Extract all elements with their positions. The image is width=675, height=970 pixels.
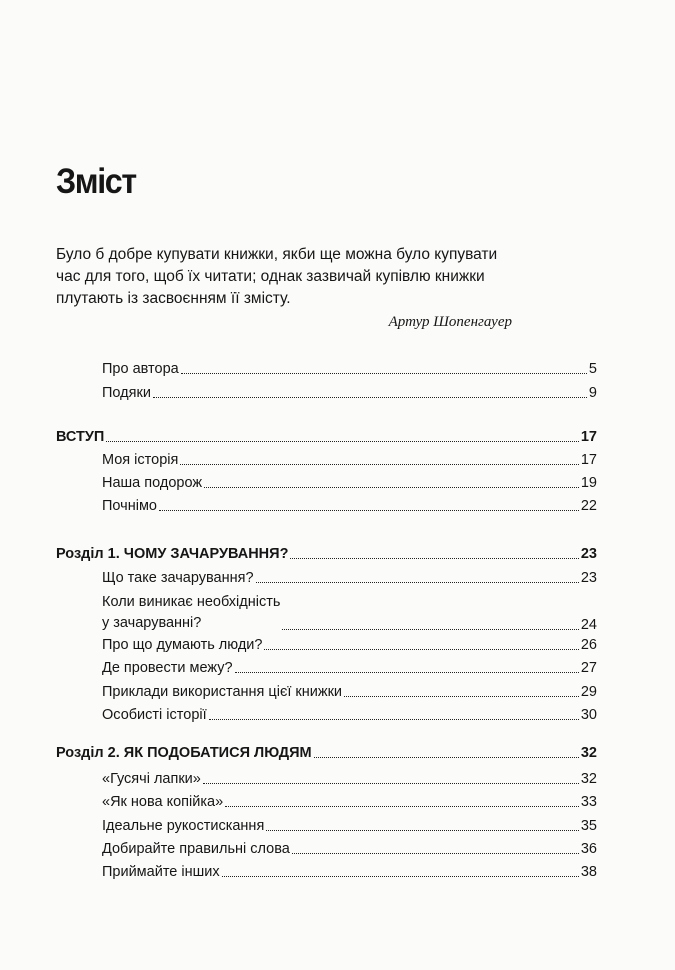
toc-entry-label-line: у зачаруванні? [102, 615, 202, 631]
toc-entry-label: «Гусячі лапки» [102, 771, 201, 787]
dot-leader [225, 806, 579, 807]
toc-entry[interactable] [102, 793, 597, 811]
toc-entry-label: Почнімо [102, 498, 157, 514]
toc-section-page: 23 [580, 546, 597, 562]
toc-entry[interactable] [102, 384, 597, 402]
epigraph-line: Було б добре купувати книжки, якби ще можна було купувати [56, 246, 498, 263]
dot-leader [282, 629, 578, 630]
dot-leader [203, 783, 579, 784]
toc-entry[interactable] [102, 360, 597, 378]
dot-leader [235, 672, 579, 673]
dot-leader [180, 464, 579, 465]
toc-section-label: Розділ 1. ЧОМУ ЗАЧАРУВАННЯ? [56, 546, 289, 562]
toc-entry-label: Приклади використання цієї книжки [102, 684, 343, 700]
dot-leader [256, 582, 579, 583]
toc-entry[interactable] [102, 706, 597, 724]
toc-entry-page: 23 [580, 570, 597, 586]
toc-section[interactable] [56, 545, 597, 563]
toc-entry[interactable] [102, 474, 597, 492]
dot-leader [222, 876, 579, 877]
dot-leader [204, 487, 579, 488]
toc-section[interactable] [56, 428, 597, 446]
toc-entry-page: 36 [580, 841, 597, 857]
dot-leader [292, 853, 579, 854]
epigraph-author: Артур Шопенгауер [388, 314, 512, 330]
dot-leader [344, 696, 579, 697]
toc-section-label: Розділ 2. ЯК ПОДОБАТИСЯ ЛЮДЯМ [56, 745, 312, 761]
toc-entry[interactable] [102, 840, 597, 858]
toc-entry-label: Про що думають люди? [102, 637, 263, 653]
toc-entry-page: 32 [580, 771, 597, 787]
dot-leader [181, 373, 587, 374]
toc-entry[interactable] [102, 569, 597, 587]
toc-entry-label [102, 592, 280, 634]
toc-entry-label: «Як нова копійка» [102, 794, 224, 810]
toc-entry-label: Подяки [102, 385, 151, 401]
toc-entry-page: 9 [588, 385, 597, 401]
toc-entry-label: Моя історія [102, 452, 179, 468]
toc-entry-page: 17 [580, 452, 597, 468]
toc-section-label: ВСТУП [56, 429, 105, 445]
toc-section-page: 17 [580, 429, 597, 445]
toc-entry[interactable] [102, 451, 597, 469]
toc-entry-label: Ідеальне рукостискання [102, 818, 265, 834]
toc-entry[interactable] [102, 659, 597, 677]
dot-leader [266, 830, 579, 831]
toc-entry-label: Приймайте інших [102, 864, 220, 880]
toc-section-page: 32 [580, 745, 597, 761]
dot-leader [159, 510, 579, 511]
toc-entry-page: 33 [580, 794, 597, 810]
toc-entry-page: 26 [580, 637, 597, 653]
dot-leader [106, 441, 579, 442]
toc-entry[interactable] [102, 683, 597, 701]
dot-leader [209, 719, 579, 720]
dot-leader [153, 397, 587, 398]
toc-entry-label: Наша подорож [102, 475, 203, 491]
epigraph-line: плутають із засвоєнням її змісту. [56, 290, 291, 307]
toc-entry[interactable] [102, 497, 597, 515]
toc-entry[interactable] [102, 817, 597, 835]
toc-entry-label-line: Коли виникає необхідність [102, 594, 281, 610]
toc-entry-label: Що таке зачарування? [102, 570, 254, 586]
toc-entry-page: 29 [580, 684, 597, 700]
toc-entry-label: Про автора [102, 361, 179, 377]
toc-entry-page: 35 [580, 818, 597, 834]
toc-entry-page: 30 [580, 707, 597, 723]
toc-section[interactable] [56, 744, 597, 762]
toc-entry-page: 27 [580, 660, 597, 676]
toc-entry-page: 22 [580, 498, 597, 514]
toc-entry-label: Де провести межу? [102, 660, 233, 676]
toc-entry[interactable] [102, 863, 597, 881]
dot-leader [290, 558, 578, 559]
page-title: Зміст [56, 162, 136, 201]
toc-entry-label: Добирайте правильні слова [102, 841, 290, 857]
epigraph [56, 244, 526, 310]
dot-leader [314, 757, 579, 758]
toc-entry-label: Особисті історії [102, 707, 207, 723]
toc-entry-page: 19 [580, 475, 597, 491]
dot-leader [264, 649, 578, 650]
toc-entry-page: 38 [580, 864, 597, 880]
toc-entry-page: 24 [580, 617, 597, 633]
toc-entry[interactable] [102, 636, 597, 654]
toc-entry[interactable] [102, 770, 597, 788]
toc-entry[interactable] [102, 592, 597, 634]
epigraph-line: час для того, щоб їх читати; однак зазвичай купівлю книжки [56, 268, 485, 285]
toc-entry-page: 5 [588, 361, 597, 377]
